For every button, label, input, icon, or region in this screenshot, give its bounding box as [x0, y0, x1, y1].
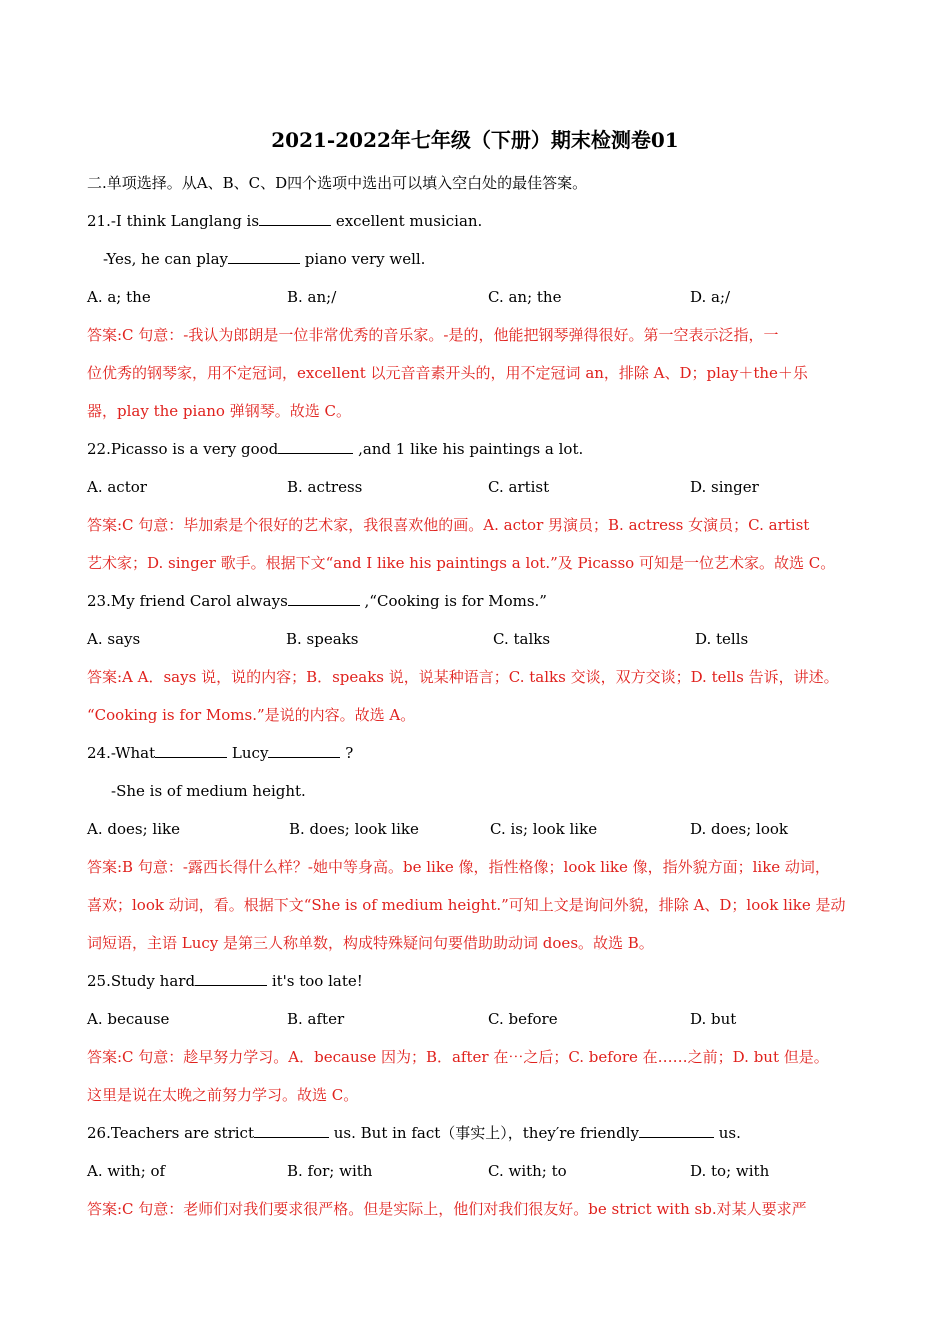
option-d: D. does; look: [690, 820, 789, 838]
question-26: [87, 1122, 867, 1144]
question-text: 23.My friend Carol always: [87, 592, 288, 610]
question-text: us. But in fact（事实上），they′re friendly: [328, 1124, 639, 1142]
option-b: B. for; with: [287, 1162, 373, 1180]
option-b: B. an;/: [287, 288, 337, 306]
answer-explanation: 答案:C 句意：-我认为郎朗是一位非常优秀的音乐家。-是的，他能把钢琴弹得很好。第一空表示泛指，一: [87, 326, 779, 344]
answer-explanation: 艺术家；D. singer 歌手。根据下文“and I like his paintings a lot.”及 Picasso 可知是一位艺术家。故选 C。: [87, 554, 836, 572]
option-d: D. but: [690, 1010, 737, 1028]
question-text: it's too late!: [267, 972, 363, 990]
answer-explanation: 位优秀的钢琴家，用不定冠词，excellent 以元音音素开头的，用不定冠词 an，排除 A、D；play＋the＋乐: [87, 364, 808, 382]
answer-explanation: 答案:B 句意：-露西长得什么样？-她中等身高。be like 像，指性格像；look like 像，指外貌方面；like 动词，: [87, 858, 830, 876]
answer-blank: [639, 1123, 714, 1138]
option-d: D. singer: [690, 478, 759, 496]
question-22: [87, 438, 867, 460]
question-21: [87, 210, 867, 232]
question-23: [87, 590, 867, 612]
answer-explanation: 答案:C 句意：趁早努力学习。A．because 因为；B．after 在⋯之后；C. before 在……之前；D. but 但是。: [87, 1048, 829, 1066]
option-c: C. before: [488, 1010, 558, 1028]
question-24-reply: -She is of medium height.: [111, 782, 306, 800]
answer-blank: [195, 971, 267, 986]
option-c: C. talks: [493, 630, 551, 648]
answer-explanation: “Cooking is for Moms.”是说的内容。故选 A。: [87, 706, 416, 724]
question-text: 22.Picasso is a very good: [87, 440, 279, 458]
answer-blank: [278, 439, 353, 454]
option-a: A. because: [87, 1010, 170, 1028]
answer-explanation: 词短语，主语 Lucy 是第三人称单数，构成特殊疑问句要借助助动词 does。故选 B。: [87, 934, 654, 952]
question-text: ,“Cooking is for Moms.”: [359, 592, 547, 610]
answer-blank: [254, 1123, 329, 1138]
option-c: C. is; look like: [490, 820, 598, 838]
answer-explanation: 答案:C 句意：毕加索是个很好的艺术家，我很喜欢他的画。A. actor 男演员；B. actress 女演员；C. artist: [87, 516, 810, 534]
answer-explanation: 这里是说在太晚之前努力学习。故选 C。: [87, 1086, 359, 1104]
question-text: ,and 1 like his paintings a lot.: [353, 440, 584, 458]
option-a: A. a; the: [87, 288, 151, 306]
question-21-reply: [103, 248, 883, 270]
answer-blank: [268, 743, 340, 758]
option-d: D. a;/: [690, 288, 731, 306]
question-text: 21.-I think Langlang is: [87, 212, 260, 230]
answer-explanation: 答案:C 句意：老师们对我们要求很严格。但是实际上，他们对我们很友好。be strict with sb.对某人要求严: [87, 1200, 807, 1218]
answer-explanation: 喜欢；look 动词，看。根据下文“She is of medium height.”可知上文是询问外貌，排除 A、D；look like 是动: [87, 896, 846, 914]
answer-blank: [155, 743, 227, 758]
option-a: A. with; of: [87, 1162, 166, 1180]
option-b: B. actress: [287, 478, 363, 496]
question-text: 26.Teachers are strict: [87, 1124, 254, 1142]
question-text: excellent musician.: [331, 212, 483, 230]
option-a: A. does; like: [87, 820, 180, 838]
answer-blank: [228, 249, 300, 264]
answer-explanation: 答案:A A．says 说，说的内容；B．speaks 说，说某种语言；C. talks 交谈，双方交谈；D. tells 告诉，讲述。: [87, 668, 839, 686]
option-c: C. artist: [488, 478, 550, 496]
question-text: 24.-What: [87, 744, 156, 762]
option-d: D. to; with: [690, 1162, 770, 1180]
answer-blank: [288, 591, 360, 606]
question-24: [87, 742, 867, 764]
option-b: B. does; look like: [289, 820, 419, 838]
option-b: B. speaks: [286, 630, 359, 648]
answer-blank: [259, 211, 331, 226]
question-text: -Yes, he can play: [103, 250, 229, 268]
option-a: A. actor: [87, 478, 147, 496]
section-instruction: 二.单项选择。从A、B、C、D四个选项中选出可以填入空白处的最佳答案。: [87, 174, 588, 192]
option-d: D. tells: [695, 630, 749, 648]
answer-explanation: 器，play the piano 弹钢琴。故选 C。: [87, 402, 351, 420]
question-text: Lucy: [227, 744, 269, 762]
option-a: A. says: [87, 630, 141, 648]
page-title: 2021-2022年七年级（下册）期末检测卷01: [271, 128, 679, 152]
option-b: B. after: [287, 1010, 345, 1028]
question-text: ?: [340, 744, 354, 762]
option-c: C. an; the: [488, 288, 562, 306]
question-text: 25.Study hard: [87, 972, 196, 990]
option-c: C. with; to: [488, 1162, 567, 1180]
question-text: us.: [713, 1124, 741, 1142]
question-25: [87, 970, 867, 992]
question-text: piano very well.: [300, 250, 426, 268]
